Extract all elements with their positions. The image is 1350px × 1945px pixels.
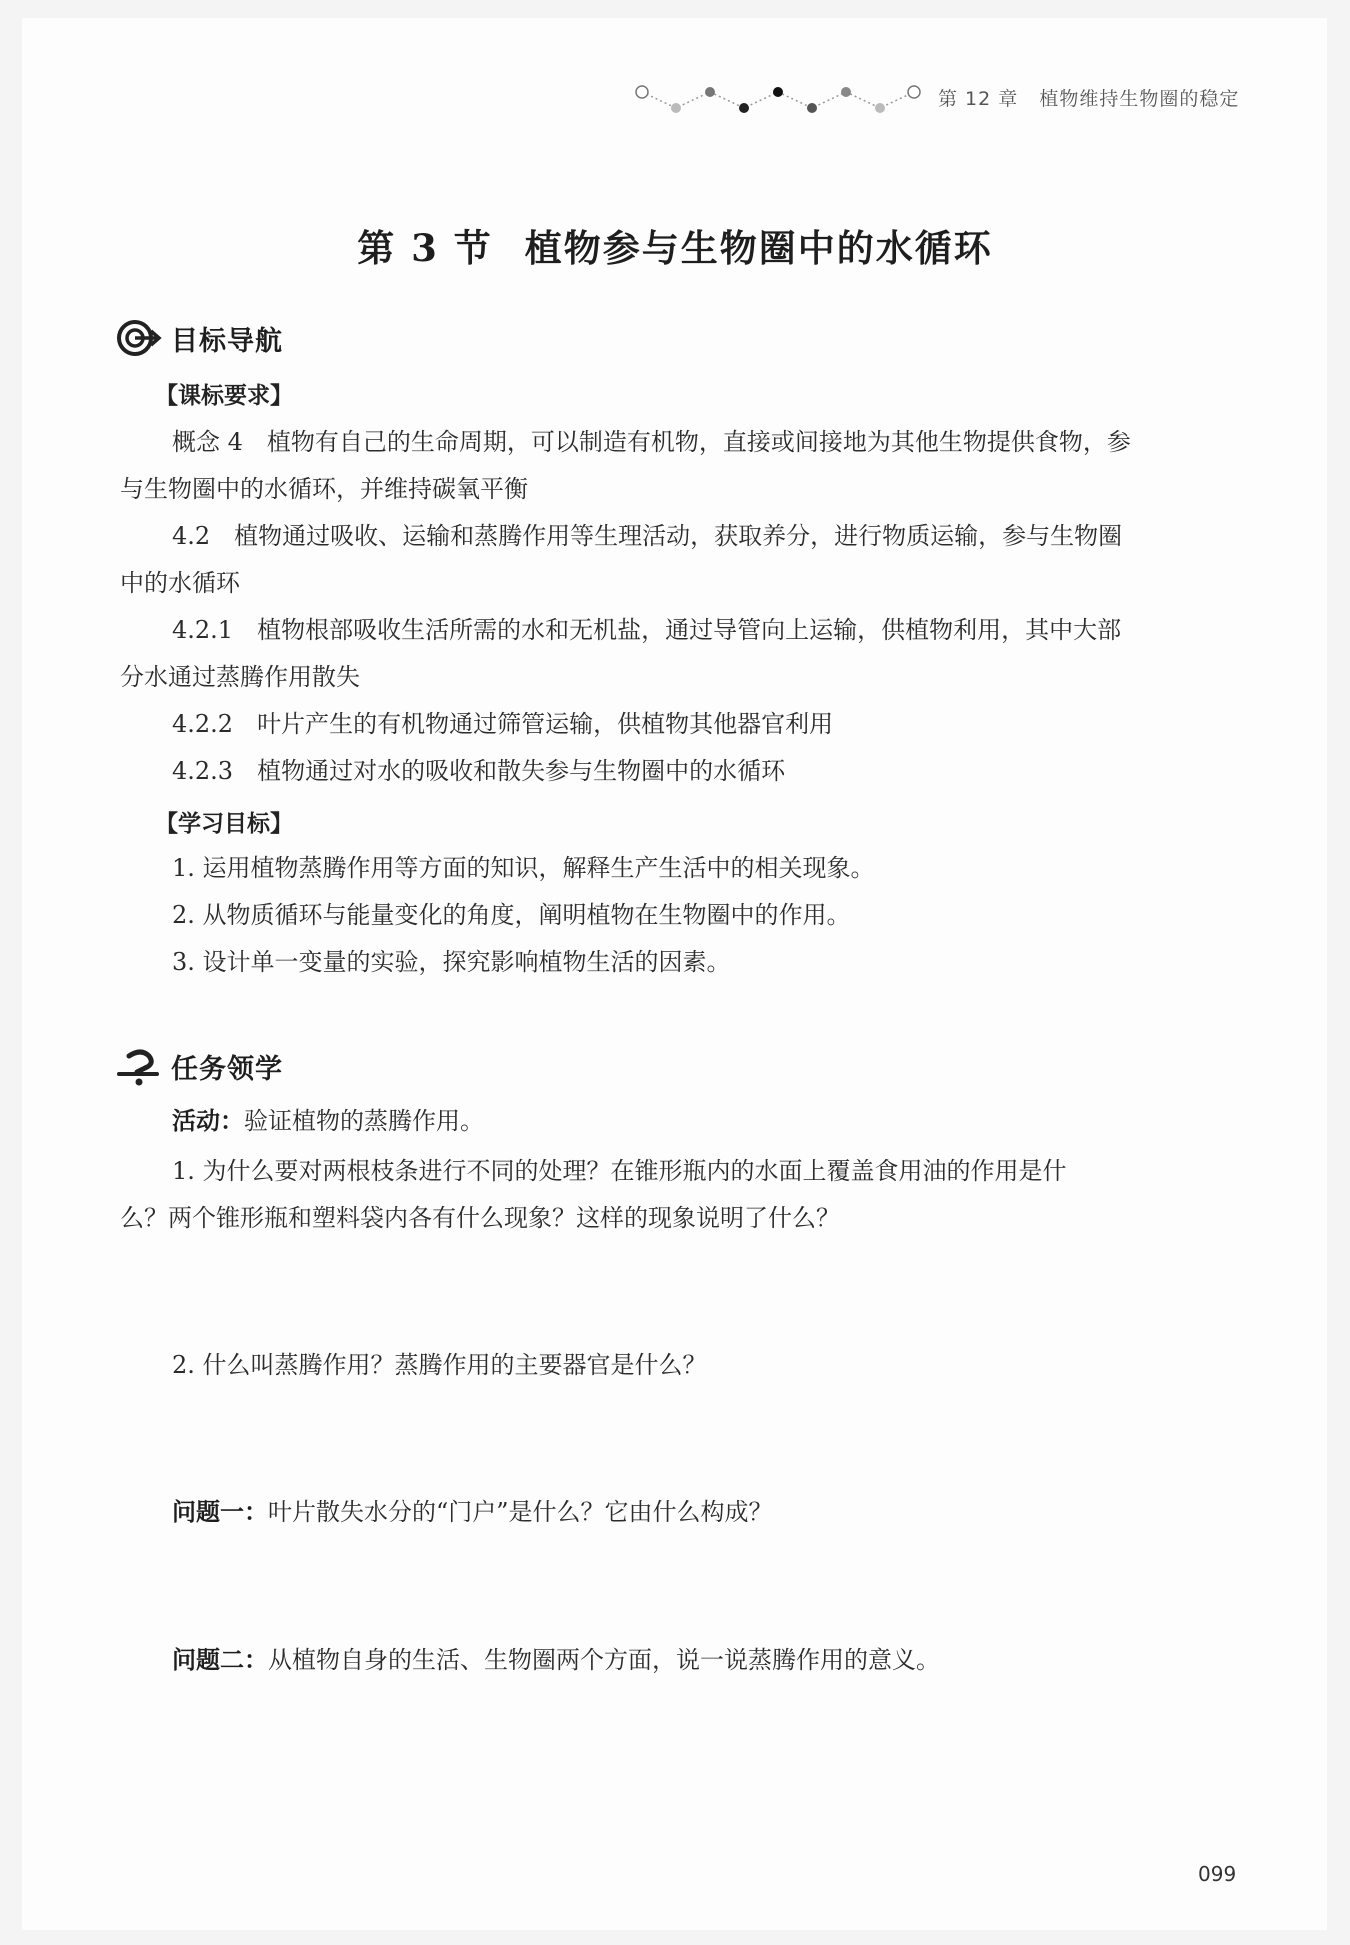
problem-1-label: 问题一： [172, 1498, 268, 1526]
section-title [0, 218, 1350, 272]
chapter-number: 第 12 章 [938, 88, 1019, 110]
goal-nav-heading [115, 318, 283, 358]
problem-2-label: 问题二： [172, 1646, 268, 1674]
problem-1-text: 叶片散失水分的“门户”是什么？它由什么构成？ [268, 1498, 773, 1526]
problem-2 [172, 1645, 1292, 1675]
pushpin-icon [115, 1046, 165, 1086]
question-2: 2. 什么叫蒸腾作用？蒸腾作用的主要器官是什么？ [172, 1351, 707, 1379]
activity-text: 验证植物的蒸腾作用。 [244, 1107, 484, 1135]
objective-item: 3. 设计单一变量的实验，探究影响植物生活的因素。 [172, 948, 731, 976]
section-name: 植物参与生物圈中的水循环 [524, 226, 993, 270]
curriculum-line: 分水通过蒸腾作用散失 [120, 663, 360, 691]
curriculum-line: 概念 4 植物有自己的生命周期，可以制造有机物，直接或间接地为其他生物提供食物，参 [172, 428, 1131, 456]
curriculum-line: 4.2.2 叶片产生的有机物通过筛管运输，供植物其他器官利用 [172, 710, 834, 738]
curriculum-line: 4.2.3 植物通过对水的吸收和散失参与生物圈中的水循环 [172, 757, 786, 785]
goal-nav-title: 目标导航 [171, 325, 283, 357]
section-number: 第 3 节 [357, 226, 493, 270]
page-number: 099 [1198, 1862, 1237, 1886]
task-title: 任务领学 [171, 1053, 283, 1085]
curriculum-line: 4.2 植物通过吸收、运输和蒸腾作用等生理活动，获取养分，进行物质运输，参与生物圈 [172, 522, 1123, 550]
curriculum-line: 与生物圈中的水循环，并维持碳氧平衡 [120, 475, 528, 503]
dotted-wave-ornament [620, 78, 930, 118]
objective-item: 1. 运用植物蒸腾作用等方面的知识，解释生产生活中的相关现象。 [172, 854, 875, 882]
curriculum-line: 4.2.1 植物根部吸收生活所需的水和无机盐，通过导管向上运输，供植物利用，其中大部 [172, 616, 1122, 644]
question-1-line-2: 么？两个锥形瓶和塑料袋内各有什么现象？这样的现象说明了什么？ [120, 1204, 840, 1232]
chapter-header [938, 84, 1239, 111]
activity-label: 活动： [172, 1107, 244, 1135]
task-heading [115, 1046, 283, 1086]
activity-line [172, 1106, 1292, 1136]
objective-item: 2. 从物质循环与能量变化的角度，阐明植物在生物圈中的作用。 [172, 901, 851, 929]
objectives-label: 【学习目标】 [155, 811, 293, 837]
problem-1 [172, 1497, 1292, 1527]
problem-2-text: 从植物自身的生活、生物圈两个方面，说一说蒸腾作用的意义。 [268, 1646, 940, 1674]
curriculum-line: 中的水循环 [120, 569, 240, 597]
running-header [620, 78, 1250, 118]
chapter-title: 植物维持生物圈的稳定 [1039, 88, 1240, 110]
target-arrow-icon [115, 318, 165, 358]
curriculum-label: 【课标要求】 [155, 383, 293, 409]
question-1-line-1: 1. 为什么要对两根枝条进行不同的处理？在锥形瓶内的水面上覆盖食用油的作用是什 [172, 1157, 1067, 1185]
